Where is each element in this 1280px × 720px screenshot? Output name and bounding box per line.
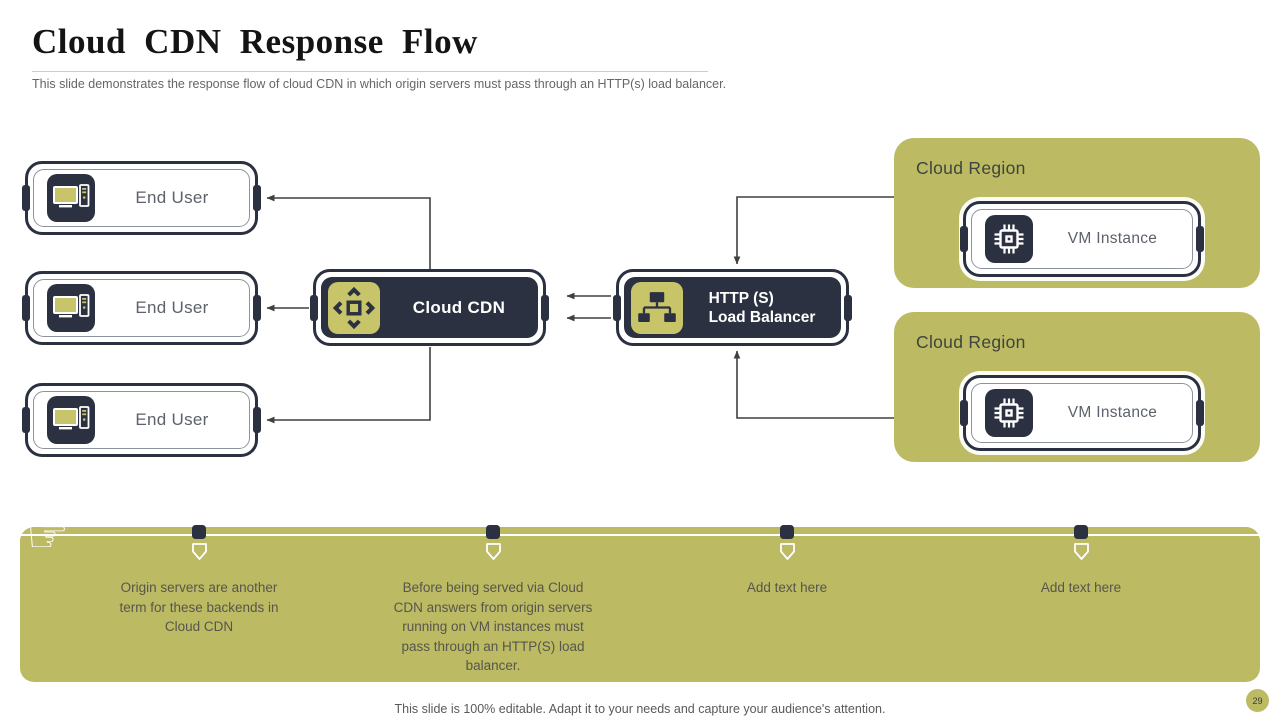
desktop-computer-icon [47,174,95,222]
arrow-region2-to-lb [737,351,894,418]
end-user-node-body [33,391,250,449]
end-user-node-3 [25,383,258,457]
connector-tab [22,295,30,321]
load-balancer-label-line2: Load Balancer [708,308,816,326]
connector-tab [844,295,852,321]
pin-marker-icon [192,525,206,539]
vm-instance-node-body [971,209,1193,269]
load-balancer-label [683,289,841,327]
connector-tab [1196,400,1204,426]
end-user-node-body [33,169,250,227]
connector-tab [253,295,261,321]
pin-outline-icon [779,542,796,561]
vm-instance-label: VM Instance [1067,230,1158,247]
cloud-region-1 [894,138,1260,288]
end-user-label: End User [135,410,209,429]
pin-outline-icon [1073,542,1090,561]
connector-tab [1196,226,1204,252]
end-user-node-2 [25,271,258,345]
vm-instance-label: VM Instance [1067,404,1158,421]
load-balancer-node-body [624,277,841,338]
desktop-computer-icon [47,284,95,332]
connector-tab [541,295,549,321]
note-text: Before being served via Cloud CDN answers from origin servers running on VM instances must pass through an HTTP(S) load balancer. [393,580,593,673]
cloud-cdn-node [313,269,546,346]
pin-marker-icon [1074,525,1088,539]
cloud-region-label: Cloud Region [916,332,1026,352]
arrow-cdn-to-enduser-3 [267,347,430,420]
desktop-computer-icon [47,396,95,444]
footer-note: This slide is 100% editable. Adapt it to your needs and capture your audience's attention. [394,702,886,716]
load-balancer-node [616,269,849,346]
slide-subtitle: This slide demonstrates the response flow of cloud CDN in which origin servers must pass through an HTTP(s) load balancer. [32,77,727,91]
pointing-hand-icon: ☞ [26,510,70,563]
end-user-label: End User [135,188,209,207]
note-placeholder[interactable]: Add text here [1040,580,1122,595]
cpu-chip-icon [985,389,1033,437]
cloud-region-2 [894,312,1260,462]
title-divider [32,71,708,72]
cloud-cdn-node-body [321,277,538,338]
connector-tab [253,185,261,211]
pin-marker-icon [780,525,794,539]
page-number-badge: 29 [1246,689,1269,712]
end-user-label: End User [135,298,209,317]
connector-tab [22,185,30,211]
arrow-region1-to-lb [737,197,894,264]
cloud-region-label: Cloud Region [916,158,1026,178]
page-title: Cloud CDN Response Flow [32,22,478,61]
pin-outline-icon [191,542,208,561]
arrow-cdn-to-enduser-1 [267,198,430,270]
cdn-distribution-icon [328,282,380,334]
connector-tab [960,226,968,252]
connector-tab [22,407,30,433]
end-user-node-1 [25,161,258,235]
pin-outline-icon [485,542,502,561]
connector-tab [310,295,318,321]
network-hierarchy-icon [631,282,683,334]
cpu-chip-icon [985,215,1033,263]
note-column-1 [69,527,329,637]
note-placeholder[interactable]: Add text here [746,580,828,595]
vm-instance-node-body [971,383,1193,443]
load-balancer-label-line1: HTTP (S) [708,289,774,307]
connector-tab [253,407,261,433]
connector-tab [613,295,621,321]
note-column-3 [657,527,917,598]
end-user-node-body [33,279,250,337]
pin-marker-icon [486,525,500,539]
note-text: Origin servers are another term for these backends in Cloud CDN [119,580,279,634]
cloud-cdn-label: Cloud CDN [412,297,506,317]
connector-tab [960,400,968,426]
vm-instance-node-2 [963,375,1201,451]
notes-band [20,510,1260,682]
vm-instance-node-1 [963,201,1201,277]
note-column-2 [363,527,623,676]
note-column-4 [951,527,1211,598]
